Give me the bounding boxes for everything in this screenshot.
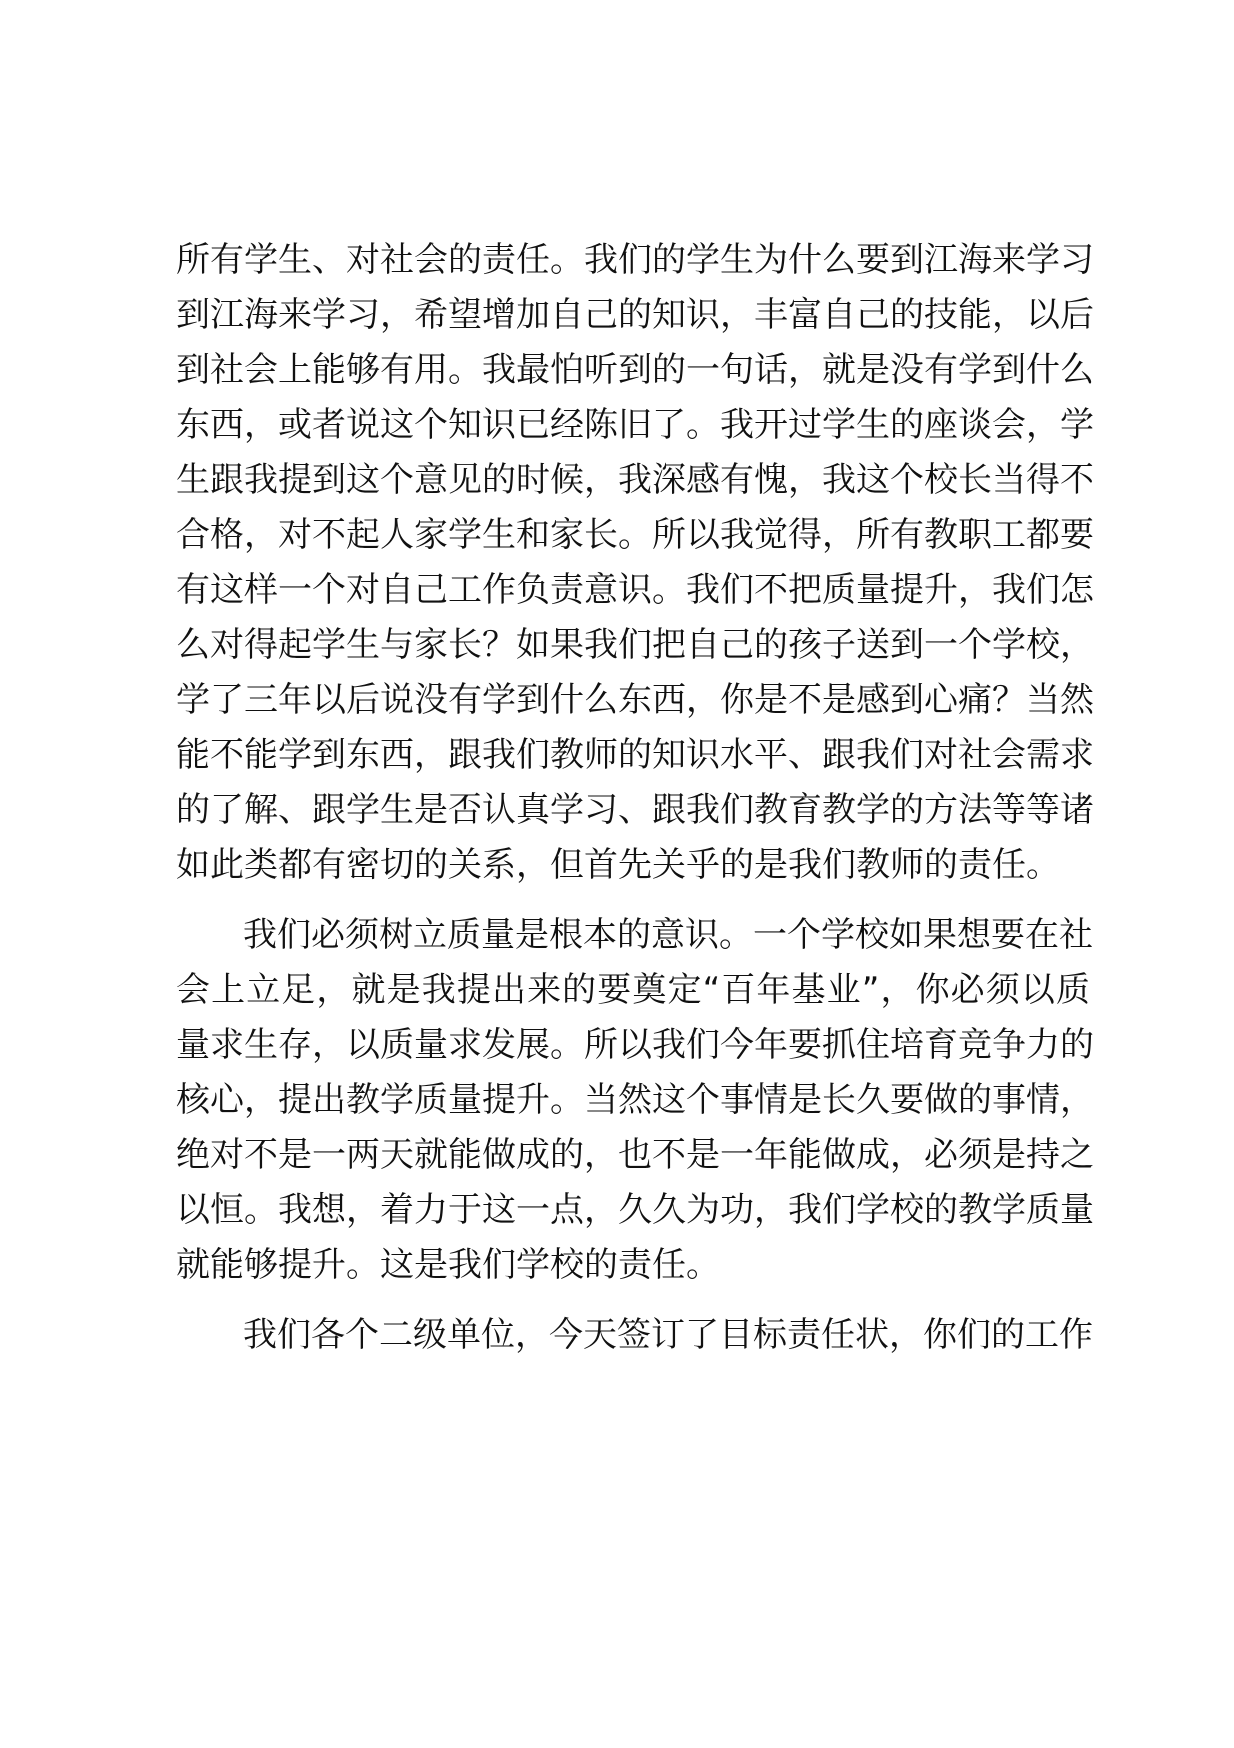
paragraph-1-line-8: 么对得起学生与家长？如果我们把自己的孩子送到一个学校， <box>176 625 1094 665</box>
paragraph-2-line-5: 绝对不是一两天就能做成的，也不是一年能做成，必须是持之 <box>176 1135 1094 1175</box>
paragraph-2-line-2: 会上立足，就是我提出来的要奠定“百年基业”，你必须以质 <box>176 970 1090 1010</box>
paragraph-1-line-2: 到江海来学习，希望增加自己的知识，丰富自己的技能，以后 <box>176 295 1094 335</box>
paragraph-2-line-4: 核心，提出教学质量提升。当然这个事情是长久要做的事情， <box>176 1080 1094 1120</box>
paragraph-2-line-7: 就能够提升。这是我们学校的责任。 <box>176 1245 720 1285</box>
paragraph-1-line-12: 如此类都有密切的关系，但首先关乎的是我们教师的责任。 <box>176 845 1060 885</box>
paragraph-1-line-7: 有这样一个对自己工作负责意识。我们不把质量提升，我们怎 <box>176 570 1094 610</box>
paragraph-1-line-6: 合格，对不起人家学生和家长。所以我觉得，所有教职工都要 <box>176 515 1094 555</box>
paragraph-1-line-10: 能不能学到东西，跟我们教师的知识水平、跟我们对社会需求 <box>176 735 1094 775</box>
paragraph-1-line-3: 到社会上能够有用。我最怕听到的一句话，就是没有学到什么 <box>176 350 1094 390</box>
paragraph-2-line-6: 以恒。我想，着力于这一点，久久为功，我们学校的教学质量 <box>176 1190 1094 1230</box>
paragraph-3-line-1: 我们各个二级单位，今天签订了目标责任状，你们的工作 <box>243 1315 1093 1355</box>
paragraph-1-line-5: 生跟我提到这个意见的时候，我深感有愧，我这个校长当得不 <box>176 460 1094 500</box>
paragraph-1-line-4: 东西，或者说这个知识已经陈旧了。我开过学生的座谈会，学 <box>176 405 1094 445</box>
paragraph-1-line-1: 所有学生、对社会的责任。我们的学生为什么要到江海来学习 <box>176 240 1094 280</box>
paragraph-2-line-3: 量求生存，以质量求发展。所以我们今年要抓住培育竞争力的 <box>176 1025 1094 1065</box>
paragraph-2-line-1: 我们必须树立质量是根本的意识。一个学校如果想要在社 <box>243 915 1093 955</box>
paragraph-1-line-11: 的了解、跟学生是否认真学习、跟我们教育教学的方法等等诸 <box>176 790 1094 830</box>
paragraph-1-line-9: 学了三年以后说没有学到什么东西，你是不是感到心痛？当然 <box>176 680 1094 720</box>
